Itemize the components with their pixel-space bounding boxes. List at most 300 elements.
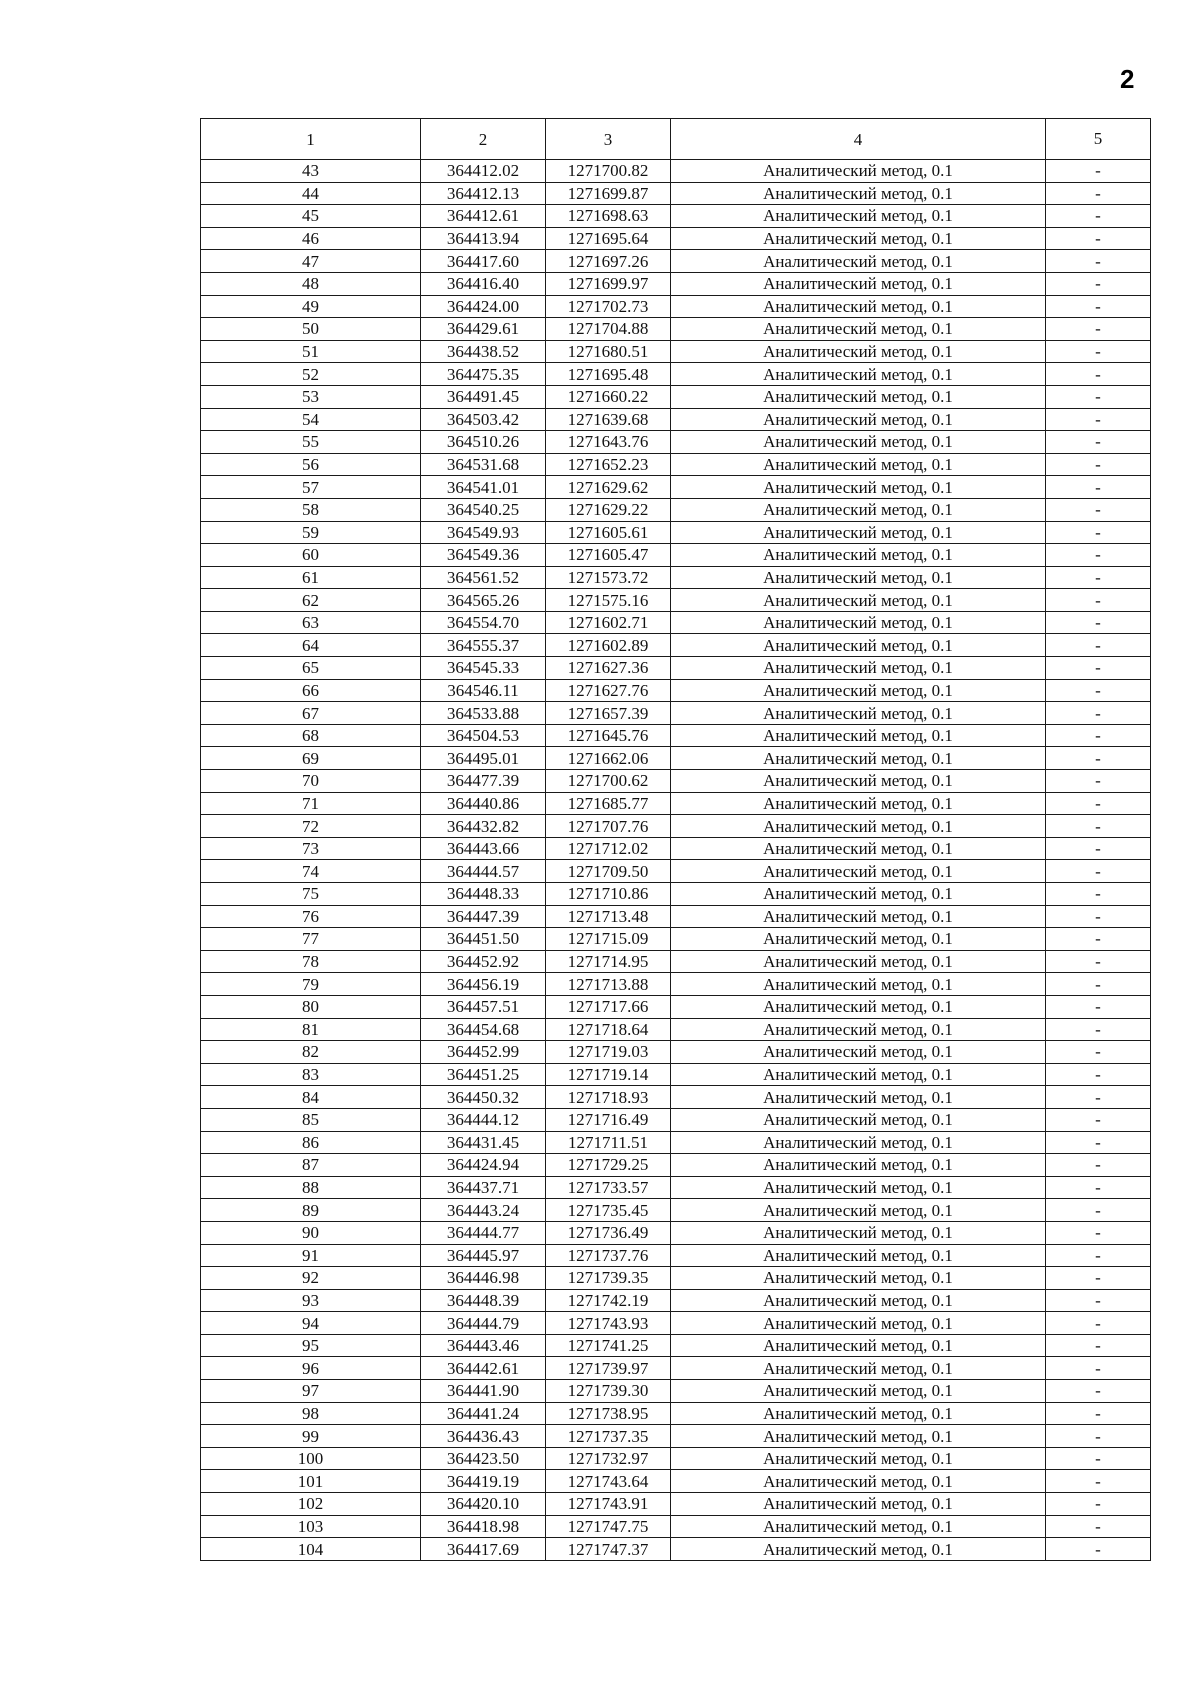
method-cell: Аналитический метод, 0.1 (671, 498, 1046, 521)
method-cell: Аналитический метод, 0.1 (671, 1041, 1046, 1064)
x-coordinate-cell: 364450.32 (421, 1086, 546, 1109)
table-row (201, 770, 1151, 793)
table-row (201, 453, 1151, 476)
method-cell: Аналитический метод, 0.1 (671, 318, 1046, 341)
method-cell: Аналитический метод, 0.1 (671, 521, 1046, 544)
note-cell: - (1046, 815, 1151, 838)
point-number-cell: 70 (201, 770, 421, 793)
y-coordinate-cell: 1271575.16 (546, 589, 671, 612)
note-cell: - (1046, 340, 1151, 363)
table-row (201, 1063, 1151, 1086)
note-cell: - (1046, 747, 1151, 770)
method-cell: Аналитический метод, 0.1 (671, 589, 1046, 612)
y-coordinate-cell: 1271699.87 (546, 182, 671, 205)
note-cell: - (1046, 770, 1151, 793)
x-coordinate-cell: 364561.52 (421, 566, 546, 589)
table-row (201, 973, 1151, 996)
table-row (201, 205, 1151, 228)
y-coordinate-cell: 1271660.22 (546, 385, 671, 408)
point-number-cell: 53 (201, 385, 421, 408)
method-cell: Аналитический метод, 0.1 (671, 431, 1046, 454)
y-coordinate-cell: 1271743.93 (546, 1312, 671, 1335)
y-coordinate-cell: 1271736.49 (546, 1221, 671, 1244)
method-cell: Аналитический метод, 0.1 (671, 453, 1046, 476)
point-number-cell: 89 (201, 1199, 421, 1222)
y-coordinate-cell: 1271602.71 (546, 611, 671, 634)
point-number-cell: 60 (201, 544, 421, 567)
table-row (201, 905, 1151, 928)
point-number-cell: 59 (201, 521, 421, 544)
table-row (201, 1380, 1151, 1403)
table-row (201, 1538, 1151, 1561)
x-coordinate-cell: 364423.50 (421, 1447, 546, 1470)
x-coordinate-cell: 364452.99 (421, 1041, 546, 1064)
y-coordinate-cell: 1271695.48 (546, 363, 671, 386)
table-row (201, 928, 1151, 951)
table-row (201, 1357, 1151, 1380)
method-cell: Аналитический метод, 0.1 (671, 205, 1046, 228)
point-number-cell: 71 (201, 792, 421, 815)
x-coordinate-cell: 364541.01 (421, 476, 546, 499)
page-number: 2 (1120, 64, 1135, 94)
point-number-cell: 104 (201, 1538, 421, 1561)
y-coordinate-cell: 1271747.75 (546, 1515, 671, 1538)
point-number-cell: 67 (201, 702, 421, 725)
note-cell: - (1046, 1041, 1151, 1064)
table-body (201, 160, 1151, 1561)
header-row (201, 119, 1151, 160)
x-coordinate-cell: 364441.90 (421, 1380, 546, 1403)
note-cell: - (1046, 1402, 1151, 1425)
method-cell: Аналитический метод, 0.1 (671, 160, 1046, 183)
note-cell: - (1046, 928, 1151, 951)
table-row (201, 1447, 1151, 1470)
note-cell: - (1046, 1334, 1151, 1357)
table-row (201, 995, 1151, 1018)
note-cell: - (1046, 431, 1151, 454)
table-row (201, 1244, 1151, 1267)
method-cell: Аналитический метод, 0.1 (671, 860, 1046, 883)
note-cell: - (1046, 792, 1151, 815)
table-row (201, 498, 1151, 521)
y-coordinate-cell: 1271735.45 (546, 1199, 671, 1222)
note-cell: - (1046, 950, 1151, 973)
point-number-cell: 49 (201, 295, 421, 318)
x-coordinate-cell: 364456.19 (421, 973, 546, 996)
point-number-cell: 73 (201, 837, 421, 860)
y-coordinate-cell: 1271737.76 (546, 1244, 671, 1267)
point-number-cell: 92 (201, 1267, 421, 1290)
method-cell: Аналитический метод, 0.1 (671, 950, 1046, 973)
y-coordinate-cell: 1271605.61 (546, 521, 671, 544)
note-cell: - (1046, 657, 1151, 680)
point-number-cell: 76 (201, 905, 421, 928)
point-number-cell: 99 (201, 1425, 421, 1448)
note-cell: - (1046, 205, 1151, 228)
table-row (201, 1515, 1151, 1538)
method-cell: Аналитический метод, 0.1 (671, 928, 1046, 951)
point-number-cell: 58 (201, 498, 421, 521)
y-coordinate-cell: 1271713.48 (546, 905, 671, 928)
table-row (201, 385, 1151, 408)
note-cell: - (1046, 905, 1151, 928)
method-cell: Аналитический метод, 0.1 (671, 702, 1046, 725)
point-number-cell: 56 (201, 453, 421, 476)
y-coordinate-cell: 1271719.14 (546, 1063, 671, 1086)
method-cell: Аналитический метод, 0.1 (671, 566, 1046, 589)
x-coordinate-cell: 364477.39 (421, 770, 546, 793)
method-cell: Аналитический метод, 0.1 (671, 544, 1046, 567)
table-row (201, 431, 1151, 454)
method-cell: Аналитический метод, 0.1 (671, 1334, 1046, 1357)
x-coordinate-cell: 364444.77 (421, 1221, 546, 1244)
table-row (201, 476, 1151, 499)
point-number-cell: 47 (201, 250, 421, 273)
point-number-cell: 57 (201, 476, 421, 499)
method-cell: Аналитический метод, 0.1 (671, 1289, 1046, 1312)
x-coordinate-cell: 364442.61 (421, 1357, 546, 1380)
y-coordinate-cell: 1271742.19 (546, 1289, 671, 1312)
table-row (201, 250, 1151, 273)
table-row (201, 1493, 1151, 1516)
method-cell: Аналитический метод, 0.1 (671, 363, 1046, 386)
method-cell: Аналитический метод, 0.1 (671, 770, 1046, 793)
point-number-cell: 87 (201, 1154, 421, 1177)
method-cell: Аналитический метод, 0.1 (671, 792, 1046, 815)
table-row (201, 1402, 1151, 1425)
table-row (201, 815, 1151, 838)
note-cell: - (1046, 250, 1151, 273)
x-coordinate-cell: 364443.24 (421, 1199, 546, 1222)
method-cell: Аналитический метод, 0.1 (671, 815, 1046, 838)
method-cell: Аналитический метод, 0.1 (671, 1425, 1046, 1448)
method-cell: Аналитический метод, 0.1 (671, 1312, 1046, 1335)
point-number-cell: 50 (201, 318, 421, 341)
x-coordinate-cell: 364419.19 (421, 1470, 546, 1493)
y-coordinate-cell: 1271700.62 (546, 770, 671, 793)
table-row (201, 227, 1151, 250)
point-number-cell: 95 (201, 1334, 421, 1357)
note-cell: - (1046, 634, 1151, 657)
note-cell: - (1046, 883, 1151, 906)
note-cell: - (1046, 1244, 1151, 1267)
point-number-cell: 84 (201, 1086, 421, 1109)
table-row (201, 1289, 1151, 1312)
note-cell: - (1046, 724, 1151, 747)
method-cell: Аналитический метод, 0.1 (671, 747, 1046, 770)
method-cell: Аналитический метод, 0.1 (671, 1176, 1046, 1199)
y-coordinate-cell: 1271712.02 (546, 837, 671, 860)
note-cell: - (1046, 1493, 1151, 1516)
table-row (201, 724, 1151, 747)
y-coordinate-cell: 1271739.35 (546, 1267, 671, 1290)
note-cell: - (1046, 1221, 1151, 1244)
y-coordinate-cell: 1271738.95 (546, 1402, 671, 1425)
y-coordinate-cell: 1271697.26 (546, 250, 671, 273)
x-coordinate-cell: 364504.53 (421, 724, 546, 747)
table-row (201, 408, 1151, 431)
table-row (201, 544, 1151, 567)
note-cell: - (1046, 566, 1151, 589)
table-row (201, 363, 1151, 386)
method-cell: Аналитический метод, 0.1 (671, 1018, 1046, 1041)
x-coordinate-cell: 364444.79 (421, 1312, 546, 1335)
x-coordinate-cell: 364444.57 (421, 860, 546, 883)
point-number-cell: 75 (201, 883, 421, 906)
table-row (201, 1267, 1151, 1290)
point-number-cell: 64 (201, 634, 421, 657)
note-cell: - (1046, 1515, 1151, 1538)
method-cell: Аналитический метод, 0.1 (671, 1402, 1046, 1425)
y-coordinate-cell: 1271627.36 (546, 657, 671, 680)
y-coordinate-cell: 1271743.91 (546, 1493, 671, 1516)
method-cell: Аналитический метод, 0.1 (671, 1221, 1046, 1244)
method-cell: Аналитический метод, 0.1 (671, 1154, 1046, 1177)
method-cell: Аналитический метод, 0.1 (671, 250, 1046, 273)
point-number-cell: 54 (201, 408, 421, 431)
point-number-cell: 83 (201, 1063, 421, 1086)
y-coordinate-cell: 1271711.51 (546, 1131, 671, 1154)
x-coordinate-cell: 364420.10 (421, 1493, 546, 1516)
method-cell: Аналитический метод, 0.1 (671, 973, 1046, 996)
x-coordinate-cell: 364545.33 (421, 657, 546, 680)
note-cell: - (1046, 679, 1151, 702)
x-coordinate-cell: 364443.66 (421, 837, 546, 860)
table-row (201, 1154, 1151, 1177)
y-coordinate-cell: 1271702.73 (546, 295, 671, 318)
y-coordinate-cell: 1271685.77 (546, 792, 671, 815)
x-coordinate-cell: 364457.51 (421, 995, 546, 1018)
x-coordinate-cell: 364429.61 (421, 318, 546, 341)
method-cell: Аналитический метод, 0.1 (671, 1244, 1046, 1267)
note-cell: - (1046, 860, 1151, 883)
method-cell: Аналитический метод, 0.1 (671, 1086, 1046, 1109)
point-number-cell: 51 (201, 340, 421, 363)
y-coordinate-cell: 1271739.30 (546, 1380, 671, 1403)
point-number-cell: 62 (201, 589, 421, 612)
x-coordinate-cell: 364451.25 (421, 1063, 546, 1086)
note-cell: - (1046, 318, 1151, 341)
x-coordinate-cell: 364445.97 (421, 1244, 546, 1267)
x-coordinate-cell: 364416.40 (421, 272, 546, 295)
table-row (201, 182, 1151, 205)
header-col-1: 1 (201, 119, 421, 160)
point-number-cell: 91 (201, 1244, 421, 1267)
x-coordinate-cell: 364444.12 (421, 1108, 546, 1131)
method-cell: Аналитический метод, 0.1 (671, 679, 1046, 702)
point-number-cell: 52 (201, 363, 421, 386)
table-row (201, 792, 1151, 815)
note-cell: - (1046, 182, 1151, 205)
y-coordinate-cell: 1271709.50 (546, 860, 671, 883)
x-coordinate-cell: 364495.01 (421, 747, 546, 770)
note-cell: - (1046, 1131, 1151, 1154)
method-cell: Аналитический метод, 0.1 (671, 272, 1046, 295)
y-coordinate-cell: 1271747.37 (546, 1538, 671, 1561)
method-cell: Аналитический метод, 0.1 (671, 657, 1046, 680)
x-coordinate-cell: 364438.52 (421, 340, 546, 363)
point-number-cell: 45 (201, 205, 421, 228)
x-coordinate-cell: 364440.86 (421, 792, 546, 815)
y-coordinate-cell: 1271739.97 (546, 1357, 671, 1380)
x-coordinate-cell: 364491.45 (421, 385, 546, 408)
point-number-cell: 80 (201, 995, 421, 1018)
note-cell: - (1046, 363, 1151, 386)
y-coordinate-cell: 1271729.25 (546, 1154, 671, 1177)
point-number-cell: 69 (201, 747, 421, 770)
x-coordinate-cell: 364431.45 (421, 1131, 546, 1154)
y-coordinate-cell: 1271629.22 (546, 498, 671, 521)
y-coordinate-cell: 1271639.68 (546, 408, 671, 431)
y-coordinate-cell: 1271657.39 (546, 702, 671, 725)
x-coordinate-cell: 364443.46 (421, 1334, 546, 1357)
point-number-cell: 85 (201, 1108, 421, 1131)
note-cell: - (1046, 408, 1151, 431)
x-coordinate-cell: 364417.60 (421, 250, 546, 273)
point-number-cell: 82 (201, 1041, 421, 1064)
note-cell: - (1046, 1380, 1151, 1403)
y-coordinate-cell: 1271710.86 (546, 883, 671, 906)
table-row (201, 1131, 1151, 1154)
method-cell: Аналитический метод, 0.1 (671, 1538, 1046, 1561)
method-cell: Аналитический метод, 0.1 (671, 837, 1046, 860)
point-number-cell: 66 (201, 679, 421, 702)
x-coordinate-cell: 364555.37 (421, 634, 546, 657)
x-coordinate-cell: 364565.26 (421, 589, 546, 612)
point-number-cell: 46 (201, 227, 421, 250)
method-cell: Аналитический метод, 0.1 (671, 1515, 1046, 1538)
note-cell: - (1046, 521, 1151, 544)
table-row (201, 272, 1151, 295)
y-coordinate-cell: 1271741.25 (546, 1334, 671, 1357)
point-number-cell: 48 (201, 272, 421, 295)
point-number-cell: 94 (201, 1312, 421, 1335)
x-coordinate-cell: 364533.88 (421, 702, 546, 725)
method-cell: Аналитический метод, 0.1 (671, 385, 1046, 408)
table-row (201, 657, 1151, 680)
header-col-4: 4 (671, 119, 1046, 160)
table-row (201, 860, 1151, 883)
x-coordinate-cell: 364540.25 (421, 498, 546, 521)
point-number-cell: 90 (201, 1221, 421, 1244)
method-cell: Аналитический метод, 0.1 (671, 408, 1046, 431)
point-number-cell: 65 (201, 657, 421, 680)
point-number-cell: 61 (201, 566, 421, 589)
note-cell: - (1046, 837, 1151, 860)
method-cell: Аналитический метод, 0.1 (671, 1447, 1046, 1470)
x-coordinate-cell: 364546.11 (421, 679, 546, 702)
y-coordinate-cell: 1271715.09 (546, 928, 671, 951)
point-number-cell: 86 (201, 1131, 421, 1154)
y-coordinate-cell: 1271602.89 (546, 634, 671, 657)
method-cell: Аналитический метод, 0.1 (671, 634, 1046, 657)
method-cell: Аналитический метод, 0.1 (671, 1357, 1046, 1380)
table-row (201, 521, 1151, 544)
header-col-5: 5 (1046, 119, 1151, 160)
note-cell: - (1046, 1108, 1151, 1131)
method-cell: Аналитический метод, 0.1 (671, 1380, 1046, 1403)
note-cell: - (1046, 295, 1151, 318)
point-number-cell: 103 (201, 1515, 421, 1538)
note-cell: - (1046, 1447, 1151, 1470)
method-cell: Аналитический метод, 0.1 (671, 1470, 1046, 1493)
y-coordinate-cell: 1271707.76 (546, 815, 671, 838)
y-coordinate-cell: 1271629.62 (546, 476, 671, 499)
header-col-3: 3 (546, 119, 671, 160)
y-coordinate-cell: 1271662.06 (546, 747, 671, 770)
table-row (201, 679, 1151, 702)
x-coordinate-cell: 364412.13 (421, 182, 546, 205)
note-cell: - (1046, 453, 1151, 476)
x-coordinate-cell: 364448.39 (421, 1289, 546, 1312)
note-cell: - (1046, 160, 1151, 183)
method-cell: Аналитический метод, 0.1 (671, 883, 1046, 906)
y-coordinate-cell: 1271704.88 (546, 318, 671, 341)
y-coordinate-cell: 1271605.47 (546, 544, 671, 567)
method-cell: Аналитический метод, 0.1 (671, 1108, 1046, 1131)
point-number-cell: 100 (201, 1447, 421, 1470)
y-coordinate-cell: 1271627.76 (546, 679, 671, 702)
x-coordinate-cell: 364549.36 (421, 544, 546, 567)
x-coordinate-cell: 364475.35 (421, 363, 546, 386)
x-coordinate-cell: 364510.26 (421, 431, 546, 454)
table-row (201, 1176, 1151, 1199)
x-coordinate-cell: 364452.92 (421, 950, 546, 973)
point-number-cell: 63 (201, 611, 421, 634)
note-cell: - (1046, 995, 1151, 1018)
table-row (201, 1199, 1151, 1222)
x-coordinate-cell: 364531.68 (421, 453, 546, 476)
y-coordinate-cell: 1271699.97 (546, 272, 671, 295)
y-coordinate-cell: 1271718.93 (546, 1086, 671, 1109)
table-row (201, 566, 1151, 589)
y-coordinate-cell: 1271714.95 (546, 950, 671, 973)
table-row (201, 1334, 1151, 1357)
y-coordinate-cell: 1271716.49 (546, 1108, 671, 1131)
note-cell: - (1046, 1063, 1151, 1086)
point-number-cell: 43 (201, 160, 421, 183)
method-cell: Аналитический метод, 0.1 (671, 611, 1046, 634)
point-number-cell: 74 (201, 860, 421, 883)
table-row (201, 702, 1151, 725)
x-coordinate-cell: 364432.82 (421, 815, 546, 838)
point-number-cell: 68 (201, 724, 421, 747)
method-cell: Аналитический метод, 0.1 (671, 476, 1046, 499)
point-number-cell: 98 (201, 1402, 421, 1425)
note-cell: - (1046, 544, 1151, 567)
note-cell: - (1046, 1312, 1151, 1335)
note-cell: - (1046, 1425, 1151, 1448)
x-coordinate-cell: 364412.02 (421, 160, 546, 183)
table-row (201, 160, 1151, 183)
table-row (201, 950, 1151, 973)
note-cell: - (1046, 1176, 1151, 1199)
point-number-cell: 78 (201, 950, 421, 973)
x-coordinate-cell: 364454.68 (421, 1018, 546, 1041)
note-cell: - (1046, 973, 1151, 996)
table-row (201, 318, 1151, 341)
point-number-cell: 72 (201, 815, 421, 838)
table-row (201, 1041, 1151, 1064)
note-cell: - (1046, 702, 1151, 725)
table-row (201, 837, 1151, 860)
y-coordinate-cell: 1271717.66 (546, 995, 671, 1018)
method-cell: Аналитический метод, 0.1 (671, 182, 1046, 205)
method-cell: Аналитический метод, 0.1 (671, 1199, 1046, 1222)
note-cell: - (1046, 1357, 1151, 1380)
y-coordinate-cell: 1271719.03 (546, 1041, 671, 1064)
method-cell: Аналитический метод, 0.1 (671, 1063, 1046, 1086)
